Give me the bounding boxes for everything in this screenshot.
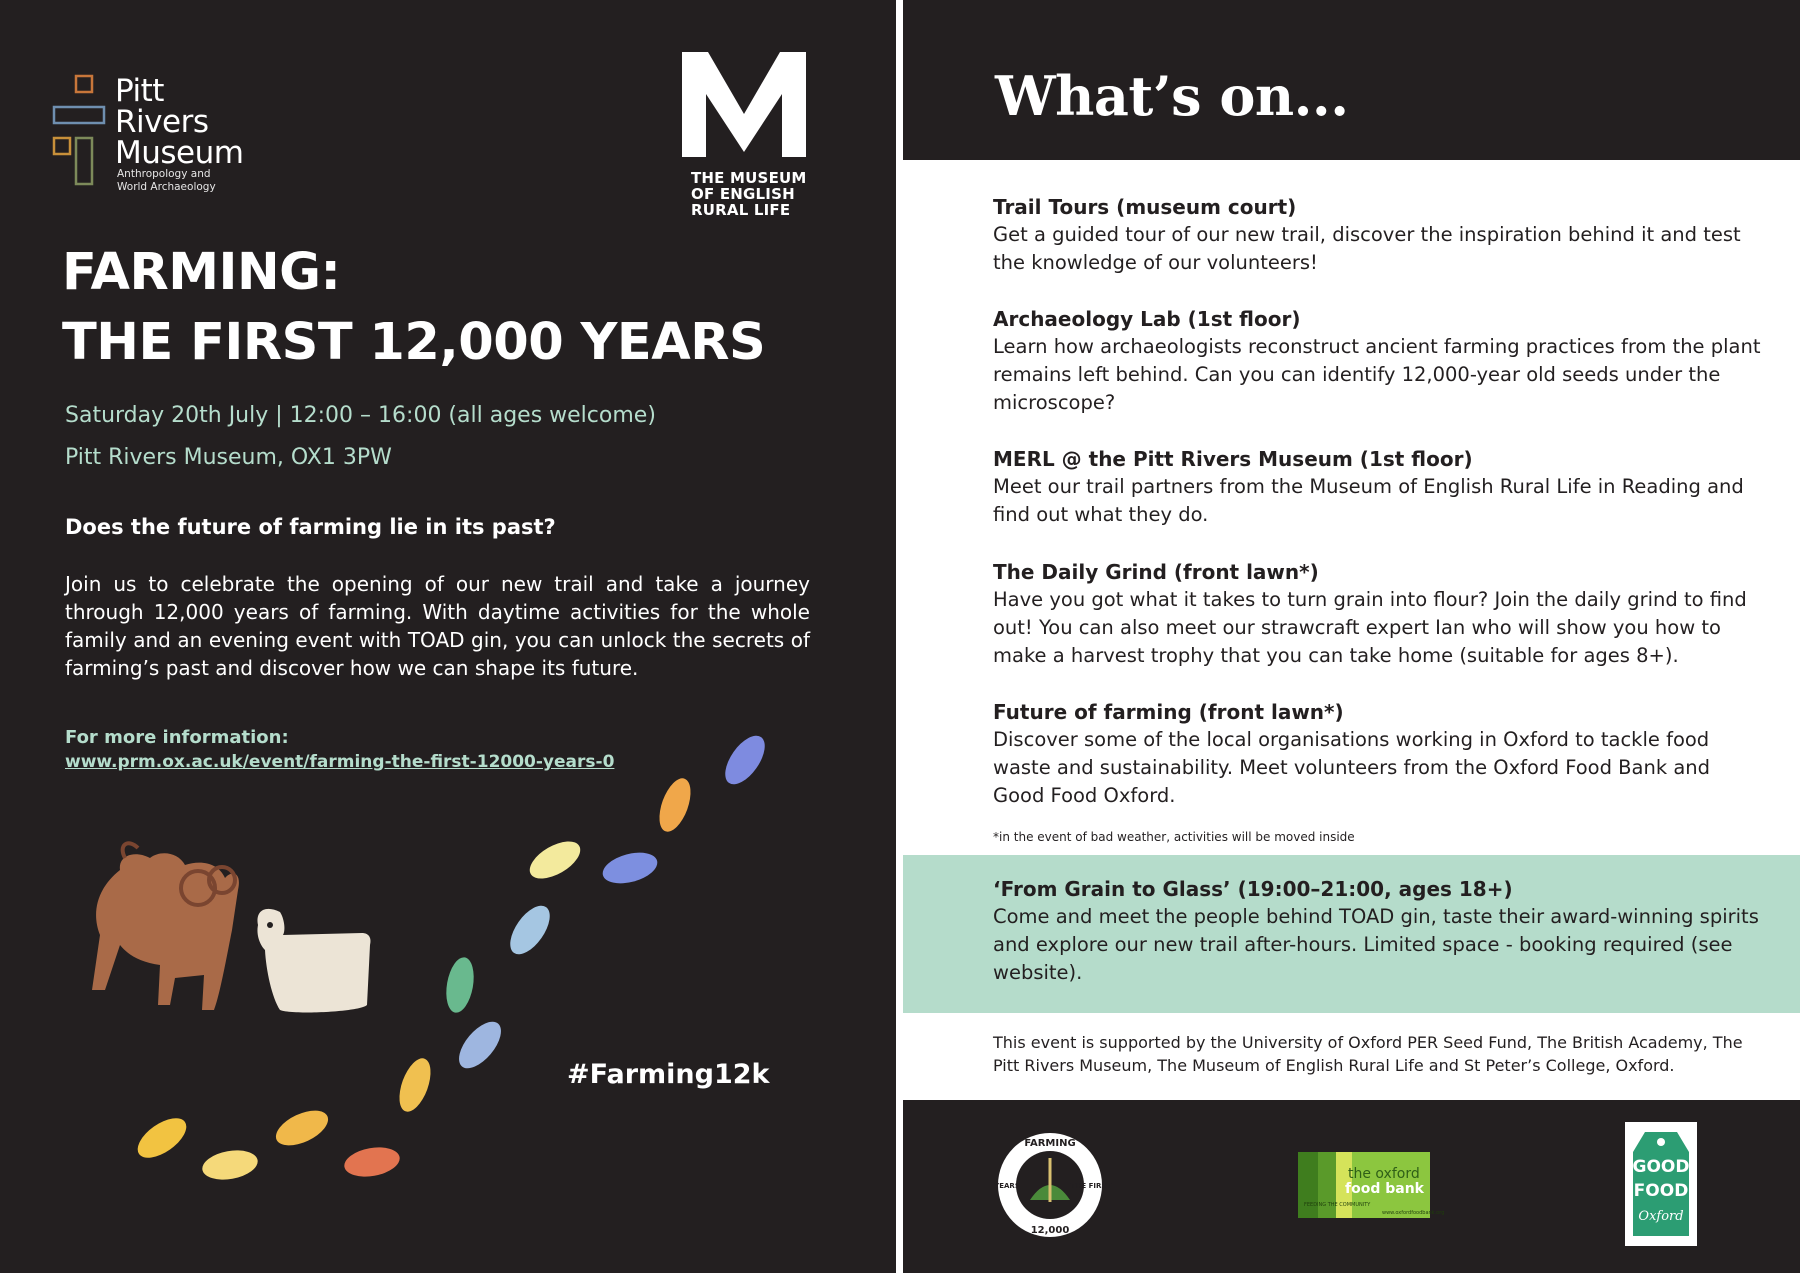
good-food-oxford-logo-icon (1625, 1122, 1697, 1246)
badge-text-top: FARMING (1024, 1138, 1076, 1149)
activity-description: Discover some of the local organisations working in Oxford to tackle food waste and sustainability. Meet volunteers from the Oxford Food Bank and Good Food Oxford. (993, 728, 1711, 807)
event-intro: Join us to celebrate the opening of our new trail and take a journey through 12,000 years of farming. With daytime activities for the whole family and an evening event with TOAD gin, you can unlock the secrets of farming’s past and discover how we can shape its future. (65, 572, 810, 680)
weather-footnote: *in the event of bad weather, activities will be moved inside (993, 830, 1355, 844)
pitt-rivers-logo-subtitle: Anthropology and World Archaeology (117, 168, 216, 193)
evening-event-title: ‘From Grain to Glass’ (19:00–21:00, ages 18+) (993, 877, 1513, 901)
event-poster-front (0, 0, 896, 1273)
page-divider (896, 0, 903, 1273)
activity-title: The Daily Grind (front lawn*) (993, 560, 1319, 584)
event-poster-back (903, 0, 1800, 1273)
activity-title: Archaeology Lab (1st floor) (993, 307, 1301, 331)
activity-title: MERL @ the Pitt Rivers Museum (1st floor) (993, 447, 1473, 471)
more-info-label: For more information: (65, 727, 289, 748)
activity-item (993, 558, 1763, 670)
event-location: Pitt Rivers Museum, OX1 3PW (65, 445, 392, 470)
oxford-food-bank-logo (1298, 1152, 1445, 1218)
partner-logos-bar (903, 1100, 1800, 1273)
badge-text-right: THE FIRST (1070, 1182, 1112, 1190)
good-food-text-oxford: Oxford (1638, 1209, 1684, 1224)
footprint-trail-illustration (0, 700, 896, 1273)
event-website-link[interactable]: www.prm.ox.ac.uk/event/farming-the-first-12000-years-0 (65, 752, 615, 772)
evening-event (993, 875, 1763, 987)
whats-on-heading: What’s on... (995, 64, 1349, 128)
clay-animal-figurine (92, 843, 239, 1010)
sponsor-statement: This event is supported by the University of Oxford PER Seed Fund, The British Academy, The Pitt Rivers Museum, The Museum of English Rural Life and St Peter’s College, Oxford. (993, 1033, 1743, 1075)
evening-event-description: Come and meet the people behind TOAD gin, taste their award-winning spirits and explore our new trail after-hours. Limited space - booking required (see website). (993, 905, 1759, 984)
good-food-text-food: FOOD (1633, 1181, 1689, 1201)
event-question: Does the future of farming lie in its past? (65, 515, 556, 539)
badge-text-left: YEARS (994, 1182, 1020, 1190)
good-food-text-good: GOOD (1632, 1157, 1690, 1177)
activity-item (993, 193, 1763, 277)
activity-item (993, 305, 1763, 417)
merl-m-logo-icon (682, 52, 806, 162)
badge-text-bottom: 12,000 (1030, 1225, 1070, 1236)
activity-description: Get a guided tour of our new trail, discover the inspiration behind it and test the knowledge of our volunteers! (993, 223, 1741, 274)
activity-description: Learn how archaeologists reconstruct ancient farming practices from the plant remains left behind. Can you can identify 12,000-year old seeds under the microscope? (993, 335, 1761, 414)
food-bank-text-main: food bank (1345, 1181, 1424, 1197)
stone-animal-figurine (257, 909, 370, 1013)
hashtag: #Farming12k (567, 1059, 770, 1090)
logo-stripe (1298, 1152, 1318, 1218)
evening-event-band (903, 855, 1800, 1013)
activity-title: Future of farming (front lawn*) (993, 700, 1344, 724)
pitt-rivers-logo-text: Pitt Rivers Museum (115, 73, 244, 171)
activity-item (993, 445, 1763, 529)
activity-description: Meet our trail partners from the Museum of English Rural Life in Reading and find out what they do. (993, 475, 1744, 526)
farming-12000-badge-icon (994, 1130, 1112, 1240)
food-bank-url: www.oxfordfoodbank.org (1382, 1210, 1445, 1216)
activity-item (993, 698, 1763, 810)
event-title: FARMING: THE FIRST 12,000 YEARS (62, 243, 766, 372)
logo-stripe (1318, 1152, 1336, 1218)
food-bank-text-top: the oxford (1348, 1166, 1420, 1182)
footprints-icon (131, 729, 772, 1184)
food-bank-tagline: FEEDING THE COMMUNITY (1304, 1202, 1371, 1208)
activity-title: Trail Tours (museum court) (993, 195, 1297, 219)
event-date: Saturday 20th July | 12:00 – 16:00 (all ages welcome) (65, 403, 656, 428)
header-bar (903, 0, 1800, 160)
activity-description: Have you got what it takes to turn grain into flour? Join the daily grind to find out! You can also meet our strawcraft expert Ian who will show you how to make a harvest trophy that you can take home (suitable for ages 8+). (993, 588, 1747, 667)
merl-logo-text: THE MUSEUM OF ENGLISH RURAL LIFE (691, 169, 807, 219)
